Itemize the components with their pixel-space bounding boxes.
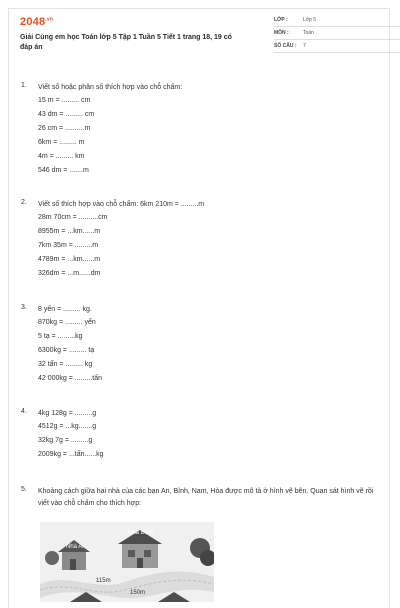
meta-key: SỐ CÂU : bbox=[274, 43, 297, 49]
meta-value: 7 bbox=[303, 43, 306, 49]
answer-line[interactable]: 2009kg = ...tấn......kg bbox=[38, 451, 104, 458]
answer-line[interactable]: 326dm = ...m......dm bbox=[38, 270, 101, 277]
question-prompt: 4kg 128g = .........g bbox=[38, 410, 97, 417]
distance-label: 115m bbox=[96, 578, 111, 584]
page-title: Giải Cùng em học Toán lớp 5 Tập 1 Tuần 5 Tiết 1 trang 18, 19 có đáp án bbox=[20, 34, 232, 51]
answer-line[interactable]: 8955m = ...km......m bbox=[38, 228, 101, 235]
question-number: 4. bbox=[21, 408, 27, 415]
answer-line[interactable]: 4789m = ...km......m bbox=[38, 256, 101, 263]
meta-row-class bbox=[274, 14, 400, 27]
site-logo[interactable] bbox=[20, 16, 53, 28]
answer-line[interactable]: 32 tấn = ......... kg bbox=[38, 361, 93, 368]
answer-line[interactable]: 43 dm = ......... cm bbox=[38, 111, 95, 118]
answer-line[interactable]: 6300kg = ......... tạ bbox=[38, 347, 95, 354]
meta-value: Lớp 5 bbox=[303, 17, 317, 23]
house-an-door bbox=[70, 559, 76, 570]
meta-value: Toán bbox=[303, 30, 314, 36]
house-binh-window bbox=[128, 550, 135, 557]
label-house-an: Nhà An bbox=[66, 544, 86, 550]
house-binh-door bbox=[137, 558, 143, 568]
tree bbox=[45, 551, 59, 565]
distance-label: 150m bbox=[130, 590, 146, 596]
answer-line[interactable]: 870kg = ......... yến bbox=[38, 319, 96, 326]
meta-panel bbox=[274, 14, 400, 53]
answer-line[interactable]: 7km 35m = .........m bbox=[38, 242, 99, 249]
meta-row-count bbox=[274, 40, 400, 53]
meta-key: MÔN : bbox=[274, 30, 289, 36]
answer-line[interactable]: 26 cm = ..........m bbox=[38, 125, 91, 132]
question-number: 2. bbox=[21, 199, 27, 206]
answer-lines bbox=[38, 94, 94, 178]
answer-line[interactable]: 5 tạ = .........kg bbox=[38, 333, 83, 340]
worksheet-header bbox=[20, 14, 380, 62]
answer-line[interactable]: 15 m = ......... cm bbox=[38, 97, 91, 104]
answer-lines bbox=[38, 316, 102, 386]
answer-lines bbox=[38, 211, 107, 281]
question-prompt: Viết số hoặc phân số thích hợp vào chỗ chấm: bbox=[38, 84, 183, 91]
answer-line[interactable]: 28m 70cm = ..........cm bbox=[38, 214, 108, 221]
answer-line[interactable]: 546 dm = .......m bbox=[38, 167, 89, 174]
answer-lines bbox=[38, 420, 104, 462]
question-number: 5. bbox=[21, 486, 27, 493]
meta-row-subject bbox=[274, 27, 400, 40]
question-number: 3. bbox=[21, 304, 27, 311]
answer-line[interactable]: 4m = ......... km bbox=[38, 153, 85, 160]
houses-illustration bbox=[40, 522, 214, 602]
answer-line[interactable]: 42 000kg = .........tấn bbox=[38, 375, 103, 382]
question-prompt: 8 yến = ......... kg. bbox=[38, 306, 92, 313]
logo-suffix: .vn bbox=[45, 16, 54, 23]
answer-line[interactable]: 6km = ......... m bbox=[38, 139, 85, 146]
label-house-binh: Nhà Bình bbox=[128, 530, 154, 536]
house-binh-window bbox=[144, 550, 151, 557]
question-prompt: Khoảng cách giữa hai nhà của các bạn An, Bình, Nam, Hòa được mô tả ở hình vẽ bên. Quan sát hình vẽ rồi viết vào chỗ chấm cho thích hợp: bbox=[38, 488, 374, 507]
houses-map-figure bbox=[40, 522, 214, 602]
answer-line[interactable]: 4512g = ...kg.......g bbox=[38, 423, 97, 430]
answer-line[interactable]: 32kg 7g = .........g bbox=[38, 437, 93, 444]
meta-key: LỚP : bbox=[274, 17, 288, 23]
question-number: 1. bbox=[21, 82, 27, 89]
logo-text: 2048 bbox=[20, 16, 46, 28]
question-prompt: Viết số thích hợp vào chỗ chấm: 6km 210m = .........m bbox=[38, 201, 205, 208]
